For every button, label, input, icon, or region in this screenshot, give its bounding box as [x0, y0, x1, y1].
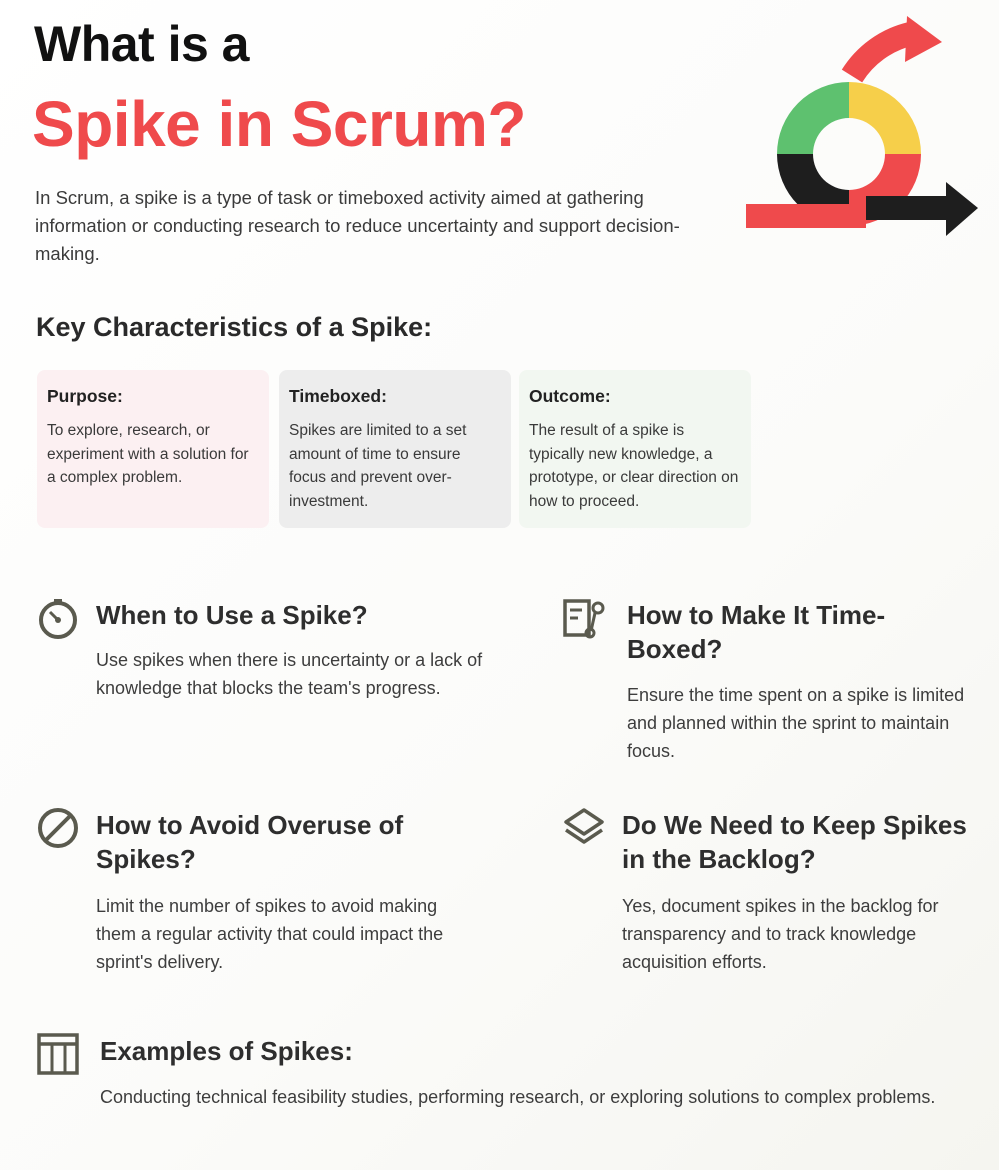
when-to-use-title: When to Use a Spike?: [96, 600, 368, 630]
timeboxed-card: [279, 370, 511, 528]
card-text: To explore, research, or experiment with a solution for a complex problem.: [47, 422, 249, 486]
title-line-2: Spike in Scrum?: [32, 88, 526, 160]
purpose-card: [37, 370, 269, 528]
examples-title: Examples of Spikes:: [100, 1036, 353, 1066]
card-title: Outcome:: [529, 386, 611, 406]
examples-text: Conducting technical feasibility studies, performing research, or exploring solutions to complex problems.: [100, 1087, 936, 1107]
scrum-cycle-arrows-icon: [742, 14, 982, 254]
card-title: Purpose:: [47, 386, 123, 406]
when-to-use-text: Use spikes when there is uncertainty or a lack of knowledge that blocks the team's progress.: [96, 650, 483, 698]
avoid-overuse-text: Limit the number of spikes to avoid making them a regular activity that could impact the sprint's delivery.: [96, 896, 444, 972]
intro-paragraph: In Scrum, a spike is a type of task or timeboxed activity aimed at gathering information or conducting research to reduce uncertainty and support decision-making.: [35, 187, 680, 264]
layers-icon: [562, 806, 606, 850]
table-icon: [36, 1032, 80, 1076]
backlog-title: Do We Need to Keep Spikes in the Backlog?: [622, 810, 967, 874]
avoid-overuse-title: How to Avoid Overuse of Spikes?: [96, 810, 404, 874]
key-characteristics-heading: Key Characteristics of a Spike:: [36, 312, 433, 342]
outcome-card: [519, 370, 751, 528]
checklist-icon: [562, 597, 606, 641]
time-boxed-text: Ensure the time spent on a spike is limited and planned within the sprint to maintain focus.: [627, 685, 965, 761]
card-title: Timeboxed:: [289, 386, 387, 406]
time-boxed-title: How to Make It Time-Boxed?: [627, 600, 886, 664]
title-line-1: What is a: [34, 16, 249, 72]
card-text: The result of a spike is typically new knowledge, a prototype, or clear direction on how to proceed.: [529, 422, 739, 510]
prohibited-icon: [36, 806, 80, 850]
backlog-text: Yes, document spikes in the backlog for transparency and to track knowledge acquisition efforts.: [622, 896, 939, 972]
timer-icon: [36, 597, 80, 641]
card-text: Spikes are limited to a set amount of time to ensure focus and prevent over-investment.: [289, 422, 467, 510]
